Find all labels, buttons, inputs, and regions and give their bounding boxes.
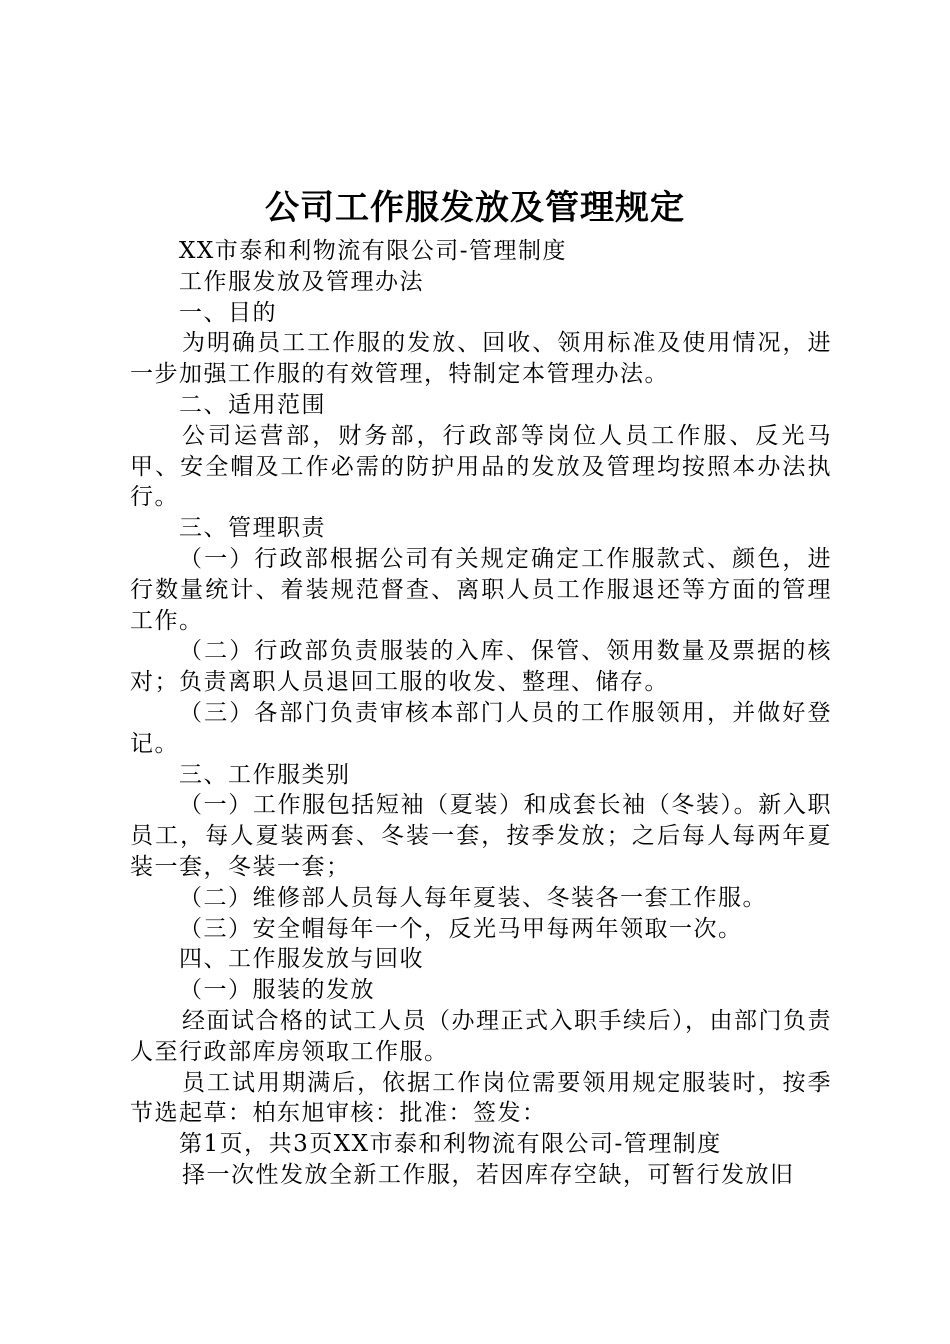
paragraph-scope: 公司运营部，财务部，行政部等岗位人员工作服、反光马甲、安全帽及工作必需的防护用品的发放及管理均按照本办法执行。 [130, 422, 832, 511]
document-title: 公司工作服发放及管理规定 [265, 188, 685, 228]
page-footer: 第1页，共3页XX市泰和利物流有限公司-管理制度 [179, 1131, 722, 1158]
paragraph-category-2: （二）维修部人员每人每年夏装、冬装各一套工作服。 [179, 884, 767, 911]
section-heading-issue-return: 四、工作服发放与回收 [179, 946, 424, 973]
section-heading-purpose: 一、目的 [179, 299, 277, 326]
subtitle: 工作服发放及管理办法 [179, 268, 424, 295]
paragraph-duty-3: （三）各部门负责审核本部门人员的工作服领用，并做好登记。 [130, 699, 832, 757]
paragraph-category-1: （一）工作服包括短袖（夏装）和成套长袖（冬装）。新入职员工，每人夏装两套、冬装一套，按季发放；之后每人每两年夏装一套，冬装一套； [130, 792, 832, 880]
paragraph-issue-1: 经面试合格的试工人员（办理正式入职手续后），由部门负责人至行政部库房领取工作服。 [130, 1007, 832, 1065]
section-heading-duties: 三、管理职责 [179, 515, 326, 542]
document-body [130, 236, 832, 1191]
paragraph-issue-2: 员工试用期满后，依据工作岗位需要领用规定服装时，按季节选起草：柏东旭审核：批准：签发： [130, 1069, 832, 1127]
paragraph-category-3: （三）安全帽每年一个，反光马甲每两年领取一次。 [179, 915, 743, 942]
section-heading-scope: 二、适用范围 [179, 391, 326, 418]
paragraph-duty-1: （一）行政部根据公司有关规定确定工作服款式、颜色，进行数量统计、着装规范督查、离职人员工作服退还等方面的管理工作。 [130, 545, 832, 634]
section-heading-categories: 三、工作服类别 [179, 761, 351, 788]
paragraph-continuation: 择一次性发放全新工作服，若因库存空缺，可暂行发放旧 [182, 1161, 795, 1188]
paragraph-duty-2: （二）行政部负责服装的入库、保管、领用数量及票据的核对；负责离职人员退回工服的收发、整理、储存。 [130, 638, 832, 696]
company-header: XX市泰和利物流有限公司-管理制度 [179, 238, 568, 264]
subsection-heading-issue: （一）服装的发放 [179, 977, 375, 1004]
paragraph-purpose: 为明确员工工作服的发放、回收、领用标准及使用情况，进一步加强工作服的有效管理，特制定本管理办法。 [130, 330, 832, 388]
